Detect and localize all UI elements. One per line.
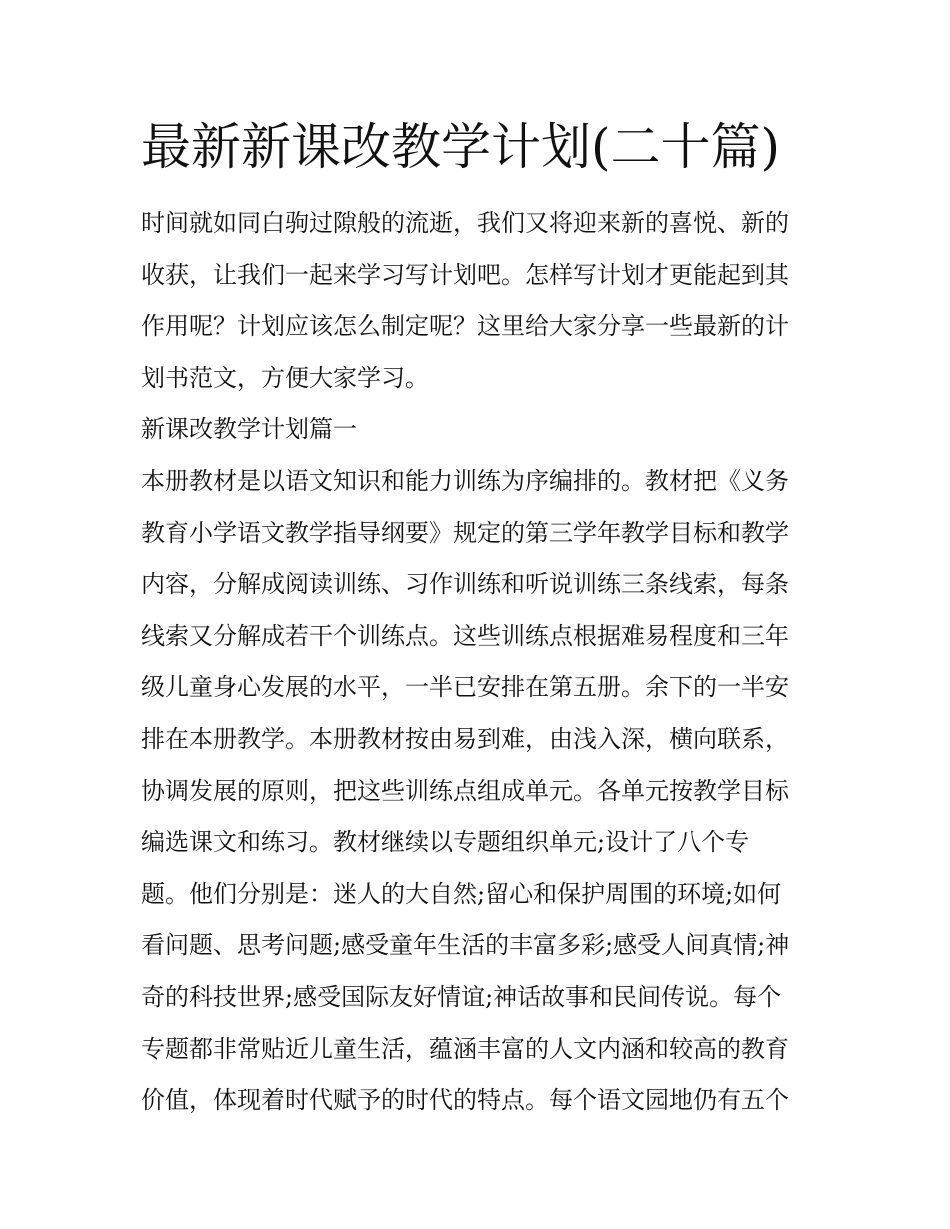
text-line: 线索又分解成若干个训练点。这些训练点根据难易程度和三年 [141,621,789,650]
text-line: 协调发展的原则，把这些训练点组成单元。各单元按教学目标 [141,776,789,805]
document-page [141,112,821,1127]
text-line: 教育小学语文教学指导纲要》规定的第三学年教学目标和教学 [141,518,789,547]
text-line: 本册教材是以语文知识和能力训练为序编排的。教材把《义务 [141,466,789,495]
text-line: 内容，分解成阅读训练、习作训练和听说训练三条线索，每条 [141,570,789,599]
text-line: 编选课文和练习。教材继续以专题组织单元;设计了八个专 [141,828,750,857]
text-line: 题。他们分别是：迷人的大自然;留心和保护周围的环境;如何 [141,879,782,908]
document-body [141,198,821,1127]
document-title: 最新新课改教学计划(二十篇) [141,118,781,176]
text-line: 作用呢？计划应该怎么制定呢？这里给大家分享一些最新的计 [141,312,789,341]
text-line: 时间就如同白驹过隙般的流逝，我们又将迎来新的喜悦、新的 [141,209,789,237]
text-line: 专题都非常贴近儿童生活，蕴涵丰富的人文内涵和较高的教育 [141,1034,789,1063]
text-line: 收获，让我们一起来学习写计划吧。怎样写计划才更能起到其 [141,260,789,289]
text-line: 划书范文，方便大家学习。 [141,363,429,392]
text-line: 价值，体现着时代赋予的时代的特点。每个语文园地仍有五个 [141,1086,789,1115]
section-heading: 新课改教学计划篇一 [141,415,357,444]
text-line: 排在本册教学。本册教材按由易到难，由浅入深，横向联系， [141,724,789,753]
text-line: 级儿童身心发展的水平，一半已安排在第五册。余下的一半安 [141,673,789,702]
text-line: 奇的科技世界;感受国际友好情谊;神话故事和民间传说。每个 [141,982,782,1011]
text-line: 看问题、思考问题;感受童年生活的丰富多彩;感受人间真情;神 [141,931,790,960]
